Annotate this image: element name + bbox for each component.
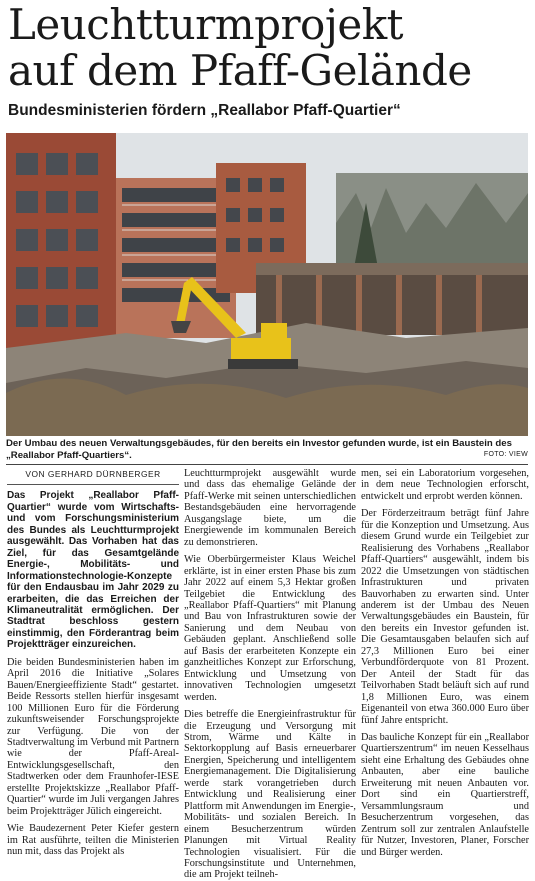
photo-caption: Der Umbau des neuen Verwaltungsgebäudes, für den bereits ein Investor gefunden wurde, ist ein Baustein des „Reallabor Pfaff-Quartiers“. (6, 438, 512, 461)
article-photo (6, 133, 528, 436)
body-paragraph: men, sei ein Laboratorium vorgesehen, in dem neue Technologien erforscht, entwickelt und erprobt werden können. (361, 468, 529, 502)
caption-divider (6, 464, 528, 465)
lead-paragraph: Das Projekt „Reallabor Pfaff-Quartier“ wurde vom Wirtschafts- und vom Forschungsministerium des Bundes als Leuchtturmprojekt ausgewählt. Das Vorhaben hat das Ziel, für das Gesamtgelände Energie-, Mobilitäts- und Informationstechnologie-Konzepte für den Endausbau im Jahr 2029 zu erarbeiten, die das Erreichen der Klimaneutralität ermöglichen. Der Stadtrat beschloss gestern einstimmig, den Förderantrag beim Projektträger einzureichen. (7, 490, 179, 651)
headline-line-1: Leuchtturmprojekt (8, 0, 404, 49)
headline-line-2: auf dem Pfaff-Gelände (8, 46, 472, 95)
subheadline: Bundesministerien fördern „Reallabor Pfaff-Quartier“ (8, 102, 401, 119)
body-paragraph: Dies betreffe die Energieinfrastruktur für die Erzeugung und Versorgung mit Strom, Wärme und Kälte in Sektorkopplung auf Basis erneuerbarer Energien, Speicherung und intelligentem Energiemanagement. Die Digitalisierung werde stark vorangetrieben durch Entwicklung und Realisierung einer Plattform mit Anwendungen im Energie-, Mobilitäts- und sozialen Bereich. In einem Besucherzentrum würden Planungen mit Virtual Reality Technologien visualisiert. Für die Forschungsinstitute und Unternehmen, die am Projekt teilneh- (184, 709, 356, 881)
body-paragraph: Die beiden Bundesministerien haben im April 2016 die Initiative „Solares Bauen/Energieeffiziente Stadt“ gestartet. Beide Ressorts stellen hierfür insgesamt 100 Millionen Euro für die Förderung zukunftsweisender Forschungsprojekte zur Verfügung. Die von der Stadtverwaltung im Verbund mit Partnern wie der Pfaff-Areal-Entwicklungsgesellschaft, den Stadtwerken oder dem Fraunhofer-IESE erstellte Projektskizze „Reallabor Pfaff-Quartier“ wurde im Juli vergangen Jahres beim Projektträger Jülich eingereicht. (7, 656, 179, 817)
body-paragraph: Das bauliche Konzept für ein „Reallabor Quartierszentrum“ im neuen Kesselhaus sieht eine Erhaltung des Gebäudes ohne Anbauten, aber eine bauliche Erweiterung mit neuen Anbauten vor. Dort sind ein Quartierstreff, Versammlungsraum und Besucherzentrum vorgesehen, das Zentrum soll zur zentralen Anlaufstelle für Nutzer, Investoren, Planer, Forscher und Bürger werden. (361, 731, 529, 858)
photo-credit: FOTO: VIEW (483, 451, 528, 458)
body-paragraph: Leuchtturmprojekt ausgewählt wurde und dass das ehemalige Gelände der Pfaff-Werke mit seinen unterschiedlichen Bestandsgebäuden eine hervorragende Ausgangslage biete, um die Energiewende im kommunalen Bereich zu demonstrieren. (184, 468, 356, 548)
demolition-photo-illustration (6, 133, 528, 436)
article-column-2 (184, 468, 356, 881)
article-column-1 (7, 468, 179, 858)
article-column-3 (361, 468, 529, 858)
body-paragraph: Wie Baudezernent Peter Kiefer gestern im Rat ausführte, teilten die Ministerien nun mit, dass das Projekt als (7, 823, 179, 858)
byline: VON GERHARD DÜRNBERGER (7, 468, 179, 485)
body-paragraph: Der Förderzeitraum beträgt fünf Jahre für die Konzeption und Umsetzung. Aus diesem Grund wurde ein Teilgebiet zur Realisierung des Vorhabens „Reallabor Pfaff-Quartiers“ ausgewählt, indem bis 2022 die Umsetzungen von städtischen Infrastrukturen und privaten Bauvorhaben zu erwarten sind. Unter anderem ist der Umbau des Neuen Verwaltungsgebäudes ein Baustein, für den bereits ein Investor gefunden ist. Die Gesamtausgaben belaufen sich auf 27,3 Millionen Euro bei einer Verbundförderquote von 81 Prozent. Der Anteil der Stadt für das Teilvorhaben Stadt beläuft sich auf rund 1,8 Millionen Euro, was einem Eigenanteil von etwa 360.000 Euro über fünf Jahre entspricht. (361, 508, 529, 726)
body-paragraph: Wie Oberbürgermeister Klaus Weichel erklärte, ist in einer ersten Phase bis zum Jahr 2022 auf einem 5,3 Hektar großen Teilgebiet die Entwicklung des „Reallabor Pfaff-Quartiers“ mit Planung und Bau von Infrastrukturen sowie der Sanierung und dem Neubau von Gebäuden geplant. Anschließend solle auf Basis der erarbeiteten Konzepte ein ganzheitliches Konzept zur Erforschung, Entwicklung und Umsetzung von innovativen Technologien umgesetzt werden. (184, 554, 356, 703)
headline (8, 2, 528, 94)
